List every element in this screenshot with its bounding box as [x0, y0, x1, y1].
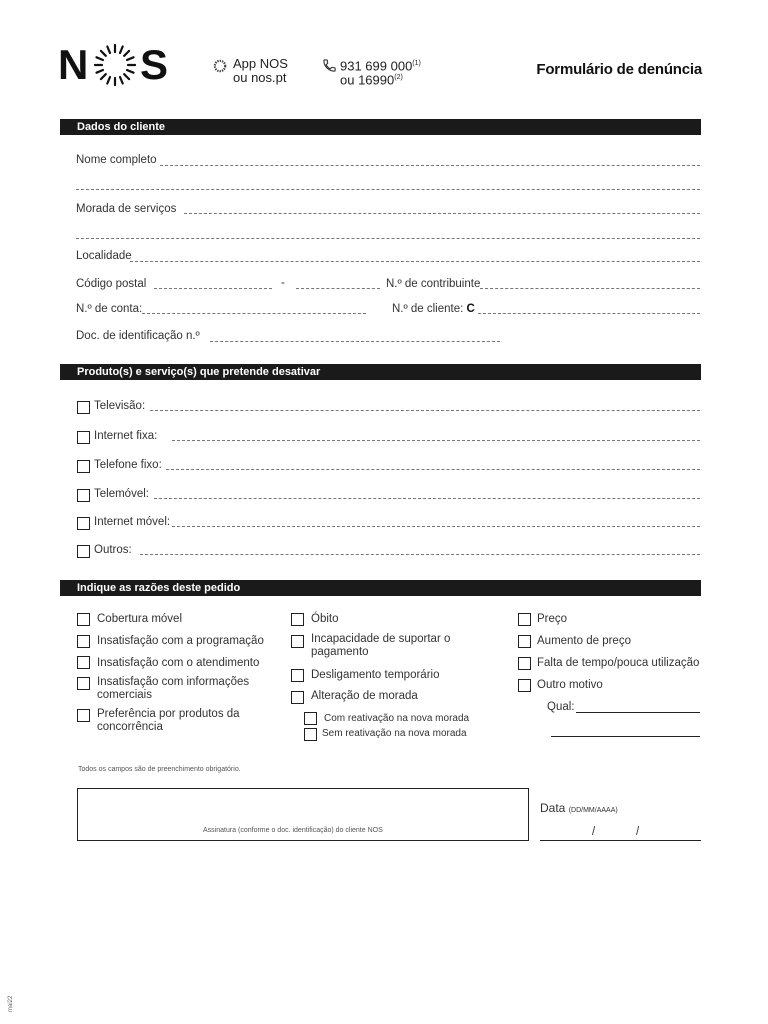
app-line2: ou nos.pt: [233, 70, 287, 85]
field-account-no[interactable]: [142, 307, 366, 314]
app-icon: [213, 59, 227, 73]
label-death: Óbito: [311, 613, 339, 625]
label-mobile-internet: Internet móvel:: [94, 516, 171, 528]
side-code: mai22: [8, 995, 14, 1012]
label-address-change: Alteração de morada: [311, 690, 418, 702]
field-mobile-internet[interactable]: [172, 520, 700, 527]
field-postal-code-b[interactable]: [296, 282, 380, 289]
checkbox-temporary-disconnect[interactable]: [291, 669, 304, 682]
label-others: Outros:: [94, 544, 132, 556]
checkbox-price-increase[interactable]: [518, 635, 531, 648]
field-full-name-line2[interactable]: [76, 183, 700, 190]
field-postal-code-a[interactable]: [154, 282, 272, 289]
label-fixed-internet: Internet fixa:: [94, 430, 158, 442]
field-landline[interactable]: [166, 463, 700, 470]
section-title-client: Dados do cliente: [77, 121, 166, 133]
field-service-address-line2[interactable]: [76, 232, 700, 239]
field-full-name[interactable]: [160, 159, 700, 166]
label-service-address: Morada de serviços: [76, 203, 177, 215]
checkbox-other-reason[interactable]: [518, 679, 531, 692]
label-programming: Insatisfação com a programação: [97, 635, 264, 647]
label-price: Preço: [537, 613, 568, 625]
field-tv[interactable]: [150, 404, 700, 411]
section-bar-products: [60, 364, 701, 380]
checkbox-others[interactable]: [77, 545, 90, 558]
field-date[interactable]: [540, 840, 701, 841]
field-client-no[interactable]: [478, 307, 700, 314]
field-which-line2[interactable]: [551, 736, 700, 737]
signature-caption: Assinatura (conforme o doc. identificação) do cliente NOS: [203, 827, 383, 834]
label-id-doc: Doc. de identificação n.º: [76, 330, 200, 342]
label-with-reactivation: Com reativação na nova morada: [324, 713, 470, 724]
label-full-name: Nome completo: [76, 154, 157, 166]
signature-box[interactable]: [77, 788, 529, 841]
checkbox-mobile-internet[interactable]: [77, 517, 90, 530]
label-client-no: N.º de cliente: C: [392, 303, 475, 315]
checkbox-service[interactable]: [77, 656, 90, 669]
checkbox-fixed-internet[interactable]: [77, 431, 90, 444]
phone-line1: 931 699 000$^{(1)}$: [340, 58, 421, 74]
sunburst-icon: [94, 44, 136, 86]
section-bar-client: [60, 119, 701, 135]
label-postal-code: Código postal: [76, 278, 147, 290]
checkbox-programming[interactable]: [77, 635, 90, 648]
checkbox-cannot-pay[interactable]: [291, 635, 304, 648]
field-service-address[interactable]: [184, 207, 700, 214]
field-fixed-internet[interactable]: [172, 434, 700, 441]
label-taxpayer-no: N.º de contribuinte: [386, 278, 481, 290]
label-which: Qual:: [547, 701, 575, 713]
mandatory-note: Todos os campos são de preenchimento obrigatório.: [78, 766, 241, 773]
label-temporary-disconnect: Desligamento temporário: [311, 669, 440, 681]
checkbox-death[interactable]: [291, 613, 304, 626]
logo-letter-n: N: [58, 41, 89, 88]
field-id-doc[interactable]: [210, 335, 500, 342]
postal-dash: -: [281, 277, 285, 289]
checkbox-tv[interactable]: [77, 401, 90, 414]
section-title-reasons: Indique as razões deste pedido: [77, 582, 241, 594]
label-cannot-pay: Incapacidade de suportar o pagamento: [311, 633, 451, 658]
label-account-no: N.º de conta:: [76, 303, 143, 315]
label-commercial-info: Insatisfação com informações comerciais: [97, 676, 250, 701]
checkbox-address-change[interactable]: [291, 691, 304, 704]
checkbox-little-use[interactable]: [518, 657, 531, 670]
phone-icon: [322, 58, 337, 73]
form-title: Formulário de denúncia: [536, 61, 702, 78]
label-mobile: Telemóvel:: [94, 488, 149, 500]
checkbox-mobile[interactable]: [77, 489, 90, 502]
app-line1: App NOS: [233, 56, 288, 71]
label-mobile-coverage: Cobertura móvel: [97, 613, 183, 625]
nos-logo: [58, 42, 174, 88]
field-mobile[interactable]: [154, 492, 700, 499]
section-bar-reasons: [60, 580, 701, 596]
checkbox-landline[interactable]: [77, 460, 90, 473]
field-taxpayer-no[interactable]: [480, 282, 700, 289]
label-locality: Localidade: [76, 250, 132, 262]
label-landline: Telefone fixo:: [94, 459, 162, 471]
date-sep-2: /: [636, 826, 640, 838]
phone-line2: ou 16990$^{(2)}$: [340, 72, 403, 88]
checkbox-with-reactivation[interactable]: [304, 712, 317, 725]
label-tv: Televisão:: [94, 400, 146, 412]
checkbox-competition[interactable]: [77, 709, 90, 722]
label-little-use: Falta de tempo/pouca utilização: [537, 657, 700, 669]
checkbox-commercial-info[interactable]: [77, 677, 90, 690]
logo-letter-s: S: [140, 41, 169, 88]
field-locality[interactable]: [130, 255, 700, 262]
date-sep-1: /: [592, 826, 596, 838]
checkbox-without-reactivation[interactable]: [304, 728, 317, 741]
checkbox-mobile-coverage[interactable]: [77, 613, 90, 626]
label-price-increase: Aumento de preço: [537, 635, 631, 647]
label-without-reactivation: Sem reativação na nova morada: [322, 728, 467, 739]
label-other-reason: Outro motivo: [537, 679, 603, 691]
checkbox-price[interactable]: [518, 613, 531, 626]
label-service: Insatisfação com o atendimento: [97, 657, 260, 669]
section-title-products: Produto(s) e serviço(s) que pretende desativar: [77, 366, 321, 378]
field-others[interactable]: [140, 548, 700, 555]
field-which[interactable]: [576, 712, 700, 713]
date-label: Data (DD/MM/AAAA): [540, 801, 618, 815]
label-competition: Preferência por produtos da concorrência: [97, 708, 240, 733]
